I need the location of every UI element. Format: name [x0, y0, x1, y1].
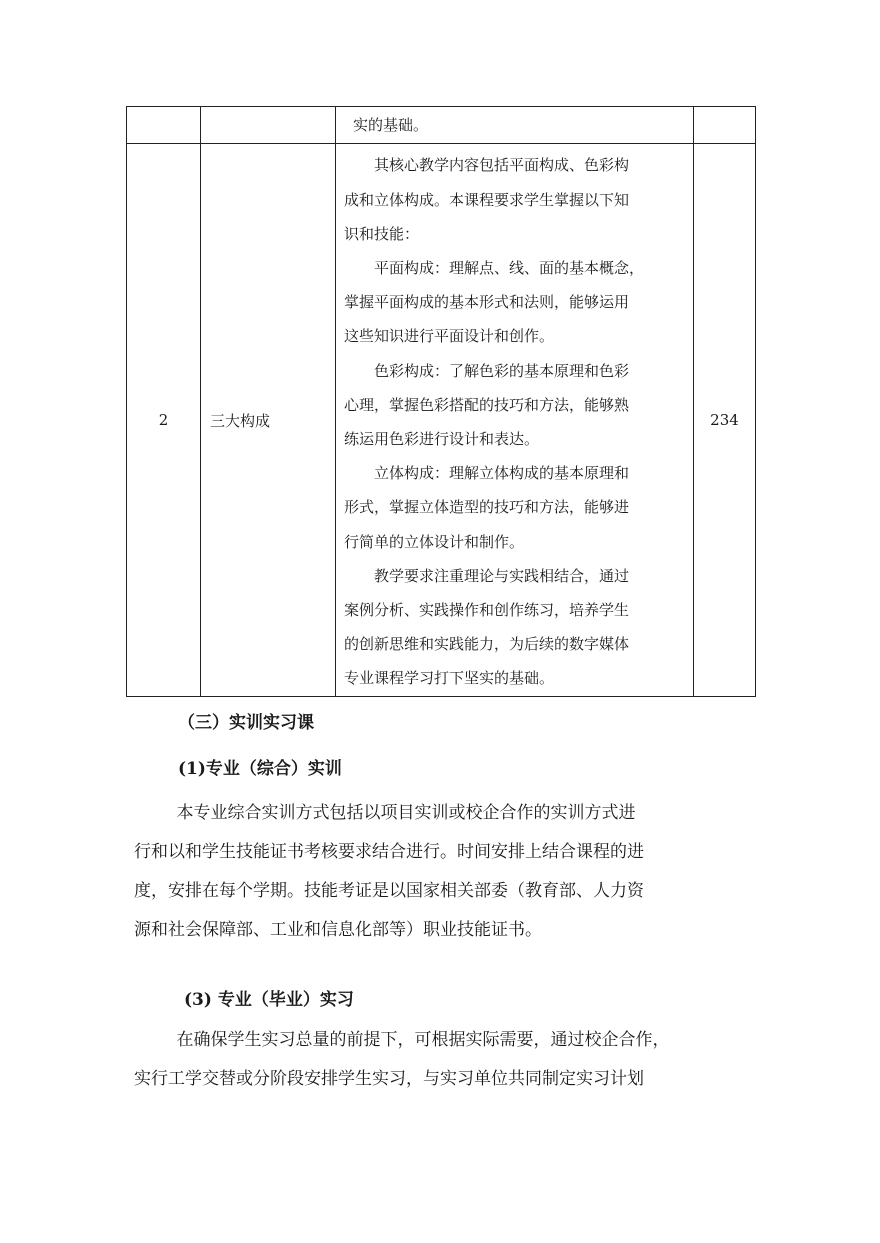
course-hours-cell: 234: [694, 144, 756, 697]
description-line: 其核心教学内容包括平面构成、色彩构: [374, 156, 630, 175]
table-row: [127, 107, 756, 144]
description-line: 练运用色彩进行设计和表达。: [344, 430, 540, 448]
description-line: 实的基础。: [353, 116, 429, 134]
course-description-cell: [336, 107, 694, 144]
description-line: 平面构成：理解点、线、面的基本概念，: [374, 258, 645, 277]
description-line: 掌握平面构成的基本形式和法则，能够运用: [344, 293, 630, 312]
description-line: 成和立体构成。本课程要求学生掌握以下知: [344, 190, 630, 209]
course-number-cell: 2: [127, 144, 201, 697]
description-line: 色彩构成：了解色彩的基本原理和色彩: [374, 361, 630, 380]
description-line: 识和技能：: [344, 224, 420, 243]
description-line: 这些知识进行平面设计和创作。: [344, 327, 555, 346]
paragraph-line: 度，安排在每个学期。技能考证是以国家相关部委（教育部、人力资: [134, 881, 644, 901]
course-name-cell: [201, 107, 336, 144]
description-paragraph: [344, 251, 685, 354]
course-description-cell: [336, 144, 694, 697]
description-line: 的创新思维和实践能力，为后续的数字媒体: [344, 635, 630, 654]
paragraph-line: 实行工学交替或分阶段安排学生实习，与实习单位共同制定实习计划: [134, 1069, 644, 1089]
subsection-heading-comprehensive-training: (1)专业（综合）实训: [178, 759, 342, 779]
paragraph-line: 本专业综合实训方式包括以项目实训或校企合作的实训方式进: [176, 803, 636, 823]
paragraph-line: 在确保学生实习总量的前提下，可根据实际需要，通过校企合作，: [176, 1030, 670, 1050]
description-line: 行简单的立体设计和制作。: [344, 532, 525, 551]
description-line: 教学要求注重理论与实践相结合，通过: [374, 566, 630, 585]
course-number-cell: [127, 107, 201, 144]
description-line: 立体构成：理解立体构成的基本原理和: [374, 464, 630, 483]
course-name-cell: 三大构成: [201, 144, 336, 697]
paragraph-graduation-internship: [134, 1021, 754, 1099]
description-paragraph: [344, 148, 685, 251]
table-row: [127, 144, 756, 697]
description-paragraph: [344, 456, 685, 559]
section-heading: （三）实训实习课: [178, 713, 314, 733]
paragraph-comprehensive-training: [134, 794, 754, 950]
paragraph-line: 源和社会保障部、工业和信息化部等）职业技能证书。: [134, 920, 542, 940]
description-line: 专业课程学习打下坚实的基础。: [344, 669, 555, 688]
paragraph-line: 行和以和学生技能证书考核要求结合进行。时间安排上结合课程的进: [134, 842, 644, 862]
course-hours-cell: [694, 107, 756, 144]
description-paragraph: [344, 354, 685, 457]
subsection-heading-graduation-internship: (3) 专业（毕业）实习: [184, 990, 354, 1010]
description-line: 心理，掌握色彩搭配的技巧和方法，能够熟: [344, 395, 630, 414]
description-line: 案例分析、实践操作和创作练习，培养学生: [344, 601, 630, 620]
description-line: 形式，掌握立体造型的技巧和方法，能够进: [344, 498, 630, 517]
description-paragraph: [344, 559, 685, 696]
course-table: [126, 106, 756, 697]
